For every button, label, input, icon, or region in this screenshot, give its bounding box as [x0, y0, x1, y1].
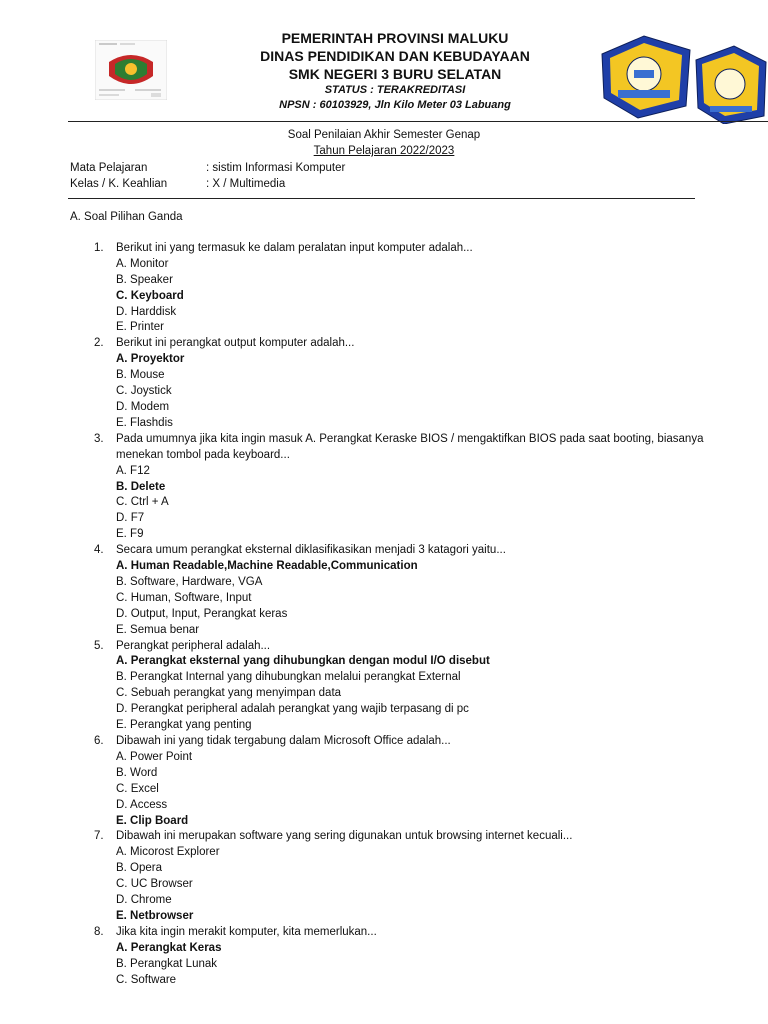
answer-option: D. Output, Input, Perangkat keras	[116, 607, 288, 620]
question-text: Secara umum perangkat eksternal diklasifikasikan menjadi 3 katagori yaitu...	[116, 544, 506, 557]
answer-option: E. Flashdis	[116, 416, 173, 429]
question-number: 1.	[94, 241, 104, 254]
question-number: 4.	[94, 544, 104, 557]
question-text: Berikut ini perangkat output komputer adalah...	[116, 337, 355, 350]
question-item	[70, 543, 720, 638]
subject-label: Mata Pelajaran	[70, 162, 148, 174]
answer-option-correct: E. Netbrowser	[116, 909, 194, 922]
answer-option: A. F12	[116, 464, 150, 477]
question-row	[70, 336, 720, 352]
answer-option: D. Perangkat peripheral adalah perangkat yang wajib terpasang di pc	[116, 703, 469, 716]
question-text: Dibawah ini yang tidak tergabung dalam Microsoft Office adalah...	[116, 735, 451, 747]
answer-option: C. Software	[116, 973, 177, 986]
answer-option: B. Speaker	[116, 273, 173, 286]
question-item	[70, 925, 720, 989]
question-row	[70, 543, 720, 559]
question-item	[70, 734, 720, 829]
answer-option: C. Human, Software, Input	[116, 591, 252, 604]
answer-option-correct: A. Perangkat Keras	[116, 941, 222, 954]
question-item	[70, 336, 720, 431]
answer-option-correct: B. Delete	[116, 480, 166, 493]
answer-option: D. Harddisk	[116, 305, 177, 318]
subject-value: : sistim Informasi Komputer	[206, 162, 346, 174]
question-row	[70, 241, 720, 257]
department-name: DINAS PENDIDIKAN DAN KEBUDAYAAN	[260, 48, 530, 64]
question-row	[70, 734, 720, 750]
answer-option: D. Access	[116, 798, 168, 811]
answer-option-correct: E. Clip Board	[116, 814, 189, 827]
section-title: A. Soal Pilihan Ganda	[70, 211, 183, 223]
letterhead	[0, 0, 768, 120]
answer-option: B. Mouse	[116, 369, 165, 382]
question-number: 3.	[94, 432, 104, 445]
class-value: : X / Multimedia	[206, 178, 286, 190]
question-number: 8.	[94, 925, 104, 938]
question-row	[70, 432, 720, 464]
answer-option: D. Chrome	[116, 894, 172, 907]
answer-option: D. Modem	[116, 400, 170, 413]
answer-option: A. Monitor	[116, 257, 169, 270]
question-number: 2.	[94, 337, 104, 350]
school-emblem-logos	[598, 32, 768, 124]
question-number: 5.	[94, 639, 104, 652]
answer-option: C. Joystick	[116, 385, 172, 398]
question-list	[70, 241, 720, 989]
answer-option: C. UC Browser	[116, 878, 193, 891]
answer-option: B. Perangkat Internal yang dihubungkan melalui perangkat External	[116, 671, 461, 684]
academic-year: Tahun Pelajaran 2022/2023	[313, 145, 455, 157]
question-item	[70, 829, 720, 924]
answer-option-correct: C. Keyboard	[116, 289, 184, 302]
question-text: Jika kita ingin merakit komputer, kita memerlukan...	[116, 925, 377, 938]
info-divider	[68, 198, 695, 199]
answer-option: A. Power Point	[116, 750, 193, 763]
answer-option: C. Excel	[116, 782, 159, 795]
answer-option: C. Ctrl + A	[116, 496, 169, 509]
question-text: Dibawah ini merupakan software yang sering digunakan untuk browsing internet kecuali...	[116, 830, 573, 843]
answer-option-correct: A. Human Readable,Machine Readable,Communication	[116, 560, 418, 573]
answer-option: E. Semua benar	[116, 623, 200, 636]
question-number: 6.	[94, 735, 104, 747]
question-text: Berikut ini yang termasuk ke dalam peralatan input komputer adalah...	[116, 241, 473, 254]
question-item	[70, 432, 720, 543]
answer-option: A. Micorost Explorer	[116, 846, 220, 859]
answer-option-correct: A. Perangkat eksternal yang dihubungkan dengan modul I/O disebut	[116, 655, 490, 668]
letterhead-divider	[68, 121, 768, 122]
answer-option: B. Software, Hardware, VGA	[116, 575, 263, 588]
question-item	[70, 639, 720, 734]
answer-option: E. Perangkat yang penting	[116, 719, 252, 732]
answer-option: B. Opera	[116, 862, 163, 875]
government-name: PEMERINTAH PROVINSI MALUKU	[281, 30, 509, 46]
answer-option-correct: A. Proyektor	[116, 353, 185, 366]
answer-option: E. Printer	[116, 321, 164, 334]
accreditation-status: STATUS : TERAKREDITASI	[324, 84, 466, 96]
question-number: 7.	[94, 830, 104, 843]
school-name: SMK NEGERI 3 BURU SELATAN	[288, 66, 502, 82]
question-text: Perangkat peripheral adalah...	[116, 639, 271, 652]
question-text: Pada umumnya jika kita ingin masuk A. Perangkat Keraske BIOS / mengaktifkan BIOS pada saat booting, biasanya menekan tombol pada keyboard...	[116, 432, 704, 461]
school-address: NPSN : 60103929, Jln Kilo Meter 03 Labuang	[279, 99, 511, 111]
answer-option: B. Word	[116, 766, 158, 779]
question-item	[70, 241, 720, 336]
maluku-province-logo	[95, 40, 167, 100]
exam-body	[70, 210, 720, 989]
answer-option: E. F9	[116, 528, 144, 541]
question-row	[70, 639, 720, 655]
answer-option: C. Sebuah perangkat yang menyimpan data	[116, 687, 342, 700]
answer-option: D. F7	[116, 512, 145, 525]
question-row	[70, 925, 720, 941]
class-label: Kelas / K. Keahlian	[70, 178, 168, 190]
exam-title: Soal Penilaian Akhir Semester Genap	[287, 129, 481, 141]
answer-option: B. Perangkat Lunak	[116, 957, 218, 970]
question-row	[70, 829, 720, 845]
